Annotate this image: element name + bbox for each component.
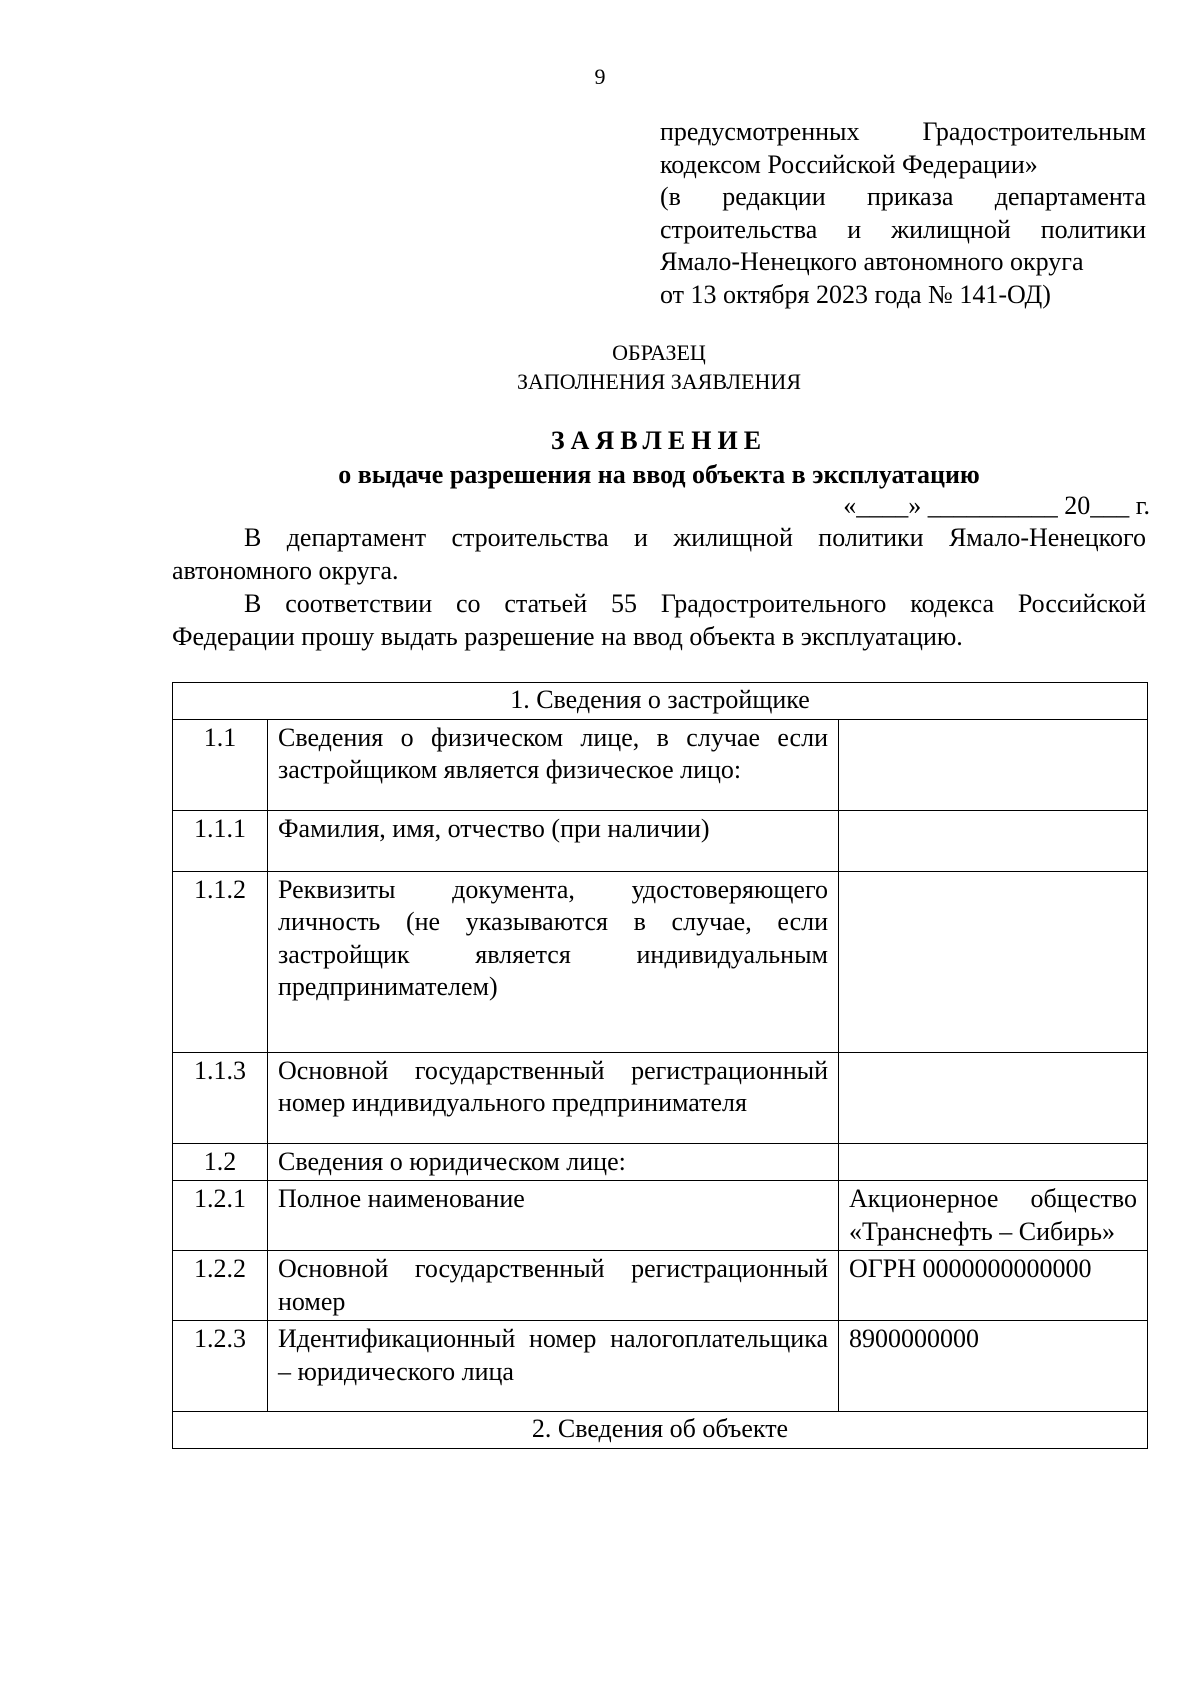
header-note-line: (в редакции приказа департамента [660,182,1146,211]
table-row [173,871,1148,1052]
table-row [173,719,1148,810]
table-row [173,1052,1148,1143]
row-number: 1.1.1 [173,810,268,871]
section-heading: 2. Сведения об объекте [173,1412,1148,1449]
row-number: 1.1.2 [173,871,268,1052]
table-row [173,1251,1148,1321]
row-value [839,719,1148,810]
row-number: 1.2.2 [173,1251,268,1321]
row-number: 1.1 [173,719,268,810]
header-note-line: строительства и жилищной политики [660,214,1146,244]
row-value [839,1143,1148,1181]
header-note-line: предусмотренных Градостроительным [660,117,1146,146]
title-subtitle: о выдаче разрешения на ввод объекта в эксплуатацию [338,460,980,489]
row-label: Идентификационный номер налогоплательщика – юридического лица [268,1321,839,1412]
header-note-line: от 13 октября 2023 года № 141-ОД) [660,279,1051,309]
row-label: Основной государственный регистрационный номер [268,1251,839,1321]
row-label: Фамилия, имя, отчество (при наличии) [268,810,839,871]
paragraph-addressee: В департамент строительства и жилищной политики Ямало-Ненецкого автономного округа. [172,523,1146,585]
table-row [173,1181,1148,1251]
row-label-text: Сведения о физическом лице, в случае если застройщиком является физическое лицо: [278,722,828,784]
sample-heading-line: ЗАПОЛНЕНИЯ ЗАЯВЛЕНИЯ [516,369,801,394]
row-number: 1.2.1 [173,1181,268,1251]
sample-heading [0,338,1200,396]
section-heading: 1. Сведения о застройщике [173,683,1148,720]
table-section-row [173,683,1148,720]
table-row [173,1143,1148,1181]
row-value: ОГРН 0000000000000 [839,1251,1148,1321]
row-value [839,871,1148,1052]
row-label [268,719,839,810]
document-header-note [660,116,1146,311]
table-row [173,810,1148,871]
row-label: Сведения о юридическом лице: [268,1143,839,1181]
table-row [173,1321,1148,1412]
paragraph-request: В соответствии со статьей 55 Градостроительного кодекса Российской Федерации прошу выдать разрешение на ввод объекта в эксплуатацию. [172,589,1146,651]
row-number: 1.2 [173,1143,268,1181]
row-value: Акционерное общество «Транснефть – Сибирь» [839,1181,1148,1251]
row-label: Основной государственный регистрационный номер индивидуального предпринимателя [268,1052,839,1143]
row-value [839,1052,1148,1143]
date-line: «____» __________ 20___ г. [843,491,1150,520]
applicant-info-table [172,682,1148,1449]
row-number: 1.2.3 [173,1321,268,1412]
header-note-line: кодексом Российской Федерации» [660,149,1038,179]
row-value: 8900000000 [839,1321,1148,1412]
title-main: ЗАЯВЛЕНИЕ [550,426,768,455]
row-label: Полное наименование [268,1181,839,1251]
table-section-row [173,1412,1148,1449]
row-number: 1.1.3 [173,1052,268,1143]
page-number: 9 [594,64,606,89]
document-title [0,424,1200,492]
sample-heading-line: ОБРАЗЕЦ [612,340,706,365]
row-value [839,810,1148,871]
row-label: Реквизиты документа, удостоверяющего личность (не указываются в случае, если застройщик является индивидуальным предпринимателем) [268,871,839,1052]
header-note-line: Ямало-Ненецкого автономного округа [660,247,1084,276]
